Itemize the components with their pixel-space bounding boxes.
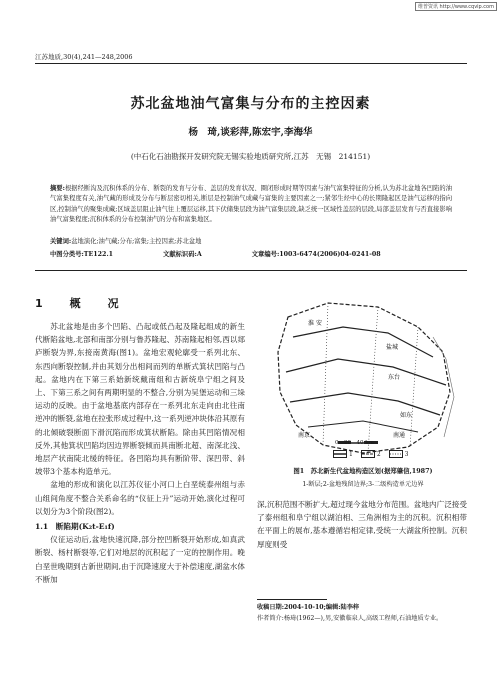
legend-label: 1 xyxy=(349,450,353,458)
received-date: 收稿日期:2004-10-10;编辑:陆李梓 xyxy=(257,604,360,611)
keywords-text: 盆地演化;油气藏;分布;富集;主控因素;苏北盆地 xyxy=(71,238,202,245)
right-column xyxy=(257,498,467,551)
footnote-rule xyxy=(257,599,327,600)
legend-item-fault xyxy=(333,450,353,458)
left-column xyxy=(35,320,245,586)
basin-map-figure xyxy=(268,297,458,457)
legend-label: 3 xyxy=(404,450,409,458)
fault-line xyxy=(308,421,418,432)
coastline xyxy=(433,337,454,437)
affiliation: (中石化石油勘探开发研究院无锡实验地质研究所,江苏 无锡 214151) xyxy=(130,152,371,161)
scale-label: 0 20 40 km xyxy=(335,440,374,446)
figure-caption: 图1 苏北新生代盆地构造区划(据郑肇信,1987) xyxy=(293,467,433,475)
paragraph: 仪征运动后,盆地快速沉降,部分控凹断裂开始形成,如真武断裂、杨村断裂等,它们对地层的沉积起了一定的控制作用。晚白垩世晚期到古新世期间,由于沉降速度大于补偿速度,湖盆水体不断加 xyxy=(35,535,245,584)
paragraph: 深,沉积范围不断扩大,超过现今盆地分布范围。盆地内广泛接受了泰州组和阜宁组以湖泊相、三角洲相为主的沉积。沉积相带在平面上的展布,基本遵循岩相定律,受统一大湖盆所控制。沉积厚度则受 xyxy=(257,500,467,549)
figure-subcaption: 1-断层;2-盆地残留边界;3-二级构造单元边界 xyxy=(302,481,424,488)
keywords-label: 关键词: xyxy=(50,238,72,245)
map-label: 南京 xyxy=(298,432,311,439)
map-legend xyxy=(333,450,408,458)
document-code: 文献标识码:A xyxy=(163,251,202,258)
fault-line xyxy=(290,393,440,415)
paragraph: 盆地的形成和演化以江苏仪征小河口上白垩统泰州组与赤山组间角度不整合关系命名的“仪征上升”运动开始,演化过程可以划分为3个阶段(图2)。 xyxy=(35,480,245,516)
abstract-label: 摘要: xyxy=(50,185,65,192)
fault-line xyxy=(293,327,433,357)
abstract-rule xyxy=(35,270,467,271)
abstract-text: 根据经断沟及沉积体系的分布、断裂的发育与分布、盖层的发育状况、圈闭形成时期等因素与油气富集特征的分析,认为苏北盆地各凹陷的油气富集程度有关,油气藏的形成及分布与断层密切相关,断层是控制油气成藏与富集的主要因素之一;紧邻生烃中心的长期隆起区是油气运移的指向区,控制油气的聚集成藏;区域盖层阻止油气往上覆层运移,其下伏储集层段为油气富集层段,缺乏统一区域性盖层的层段,局部盖层发育与否直接影响油气富集程度;沉积体系的分布控制油气的分布和富集地区。 xyxy=(50,185,452,224)
legend-label: 2 xyxy=(376,450,381,458)
map-label: 安 xyxy=(316,320,323,327)
watermark: 维普资讯 http://www.cqvip.com xyxy=(415,2,497,11)
map-label: 淮 xyxy=(308,320,315,327)
header-rule xyxy=(35,63,467,64)
map-label: 如东 xyxy=(400,412,413,419)
author-bio: 作者简介:杨琦(1962—),男,安徽临泉人,高级工程师,石油地质专业。 xyxy=(257,615,443,622)
legend-item-unit xyxy=(389,450,409,458)
authors: 杨 琦,谈彩萍,陈宏宇,李海华 xyxy=(188,127,313,138)
legend-swatch xyxy=(389,450,403,458)
subsection-heading: 1.1 断陷期(K₂t-E₁f) xyxy=(35,522,115,532)
paragraph: 苏北盆地是由多个凹陷、凸起或低凸起及隆起组成的新生代断陷盆地,北部和南部分别与鲁苏隆起、苏南隆起相邻,西以郯庐断裂为界,东接南黄海(图1)。盆地宏观轮廓受一系列北东、东西向断裂控制,并由其划分出相间而列的单断式箕状凹陷与凸起。盆地内在下第三系始新统戴南组和古新统阜宁组之间及上、下第三系之间有两期明显的不整合,分别为吴堡运动和三垛运动的反映。由于盆地基底内部存在一系列北东走向由北往南逆冲的断裂,盆地在拉张形成过程中,这一系列逆冲块体沿其原有的北倾破裂断面下滑沉陷而形成箕状断陷。除由其凹陷情况相反外,其他箕状凹陷均因边界断裂倾而具南断北超、南深北浅、地层产状南陡北缓的特征。各凹陷均具有断阶带、深凹带、斜坡带3个基本构造单元。 xyxy=(35,322,245,477)
paper-title: 苏北盆地油气富集与分布的主控因素 xyxy=(130,96,371,112)
keywords xyxy=(50,236,201,245)
clc-number: 中图分类号:TE122.1 xyxy=(50,251,114,258)
journal-citation: 江苏地质,30(4),241—248,2006 xyxy=(35,53,133,61)
fault-line xyxy=(286,359,446,385)
map-label: 东台 xyxy=(388,374,401,381)
section-heading: 1 概 况 xyxy=(35,297,127,310)
unit-boundary xyxy=(323,303,328,445)
abstract xyxy=(50,184,452,226)
article-number: 文章编号:1003-6474(2006)04-0241-08 xyxy=(251,251,381,258)
unit-boundary xyxy=(368,307,378,452)
classification-line xyxy=(50,249,452,258)
map-label: 南通 xyxy=(393,432,406,439)
legend-item-boundary xyxy=(361,450,381,458)
legend-swatch xyxy=(361,450,375,458)
map-label: 盐城 xyxy=(386,344,399,351)
footnote xyxy=(257,602,469,624)
legend-swatch xyxy=(333,450,347,458)
